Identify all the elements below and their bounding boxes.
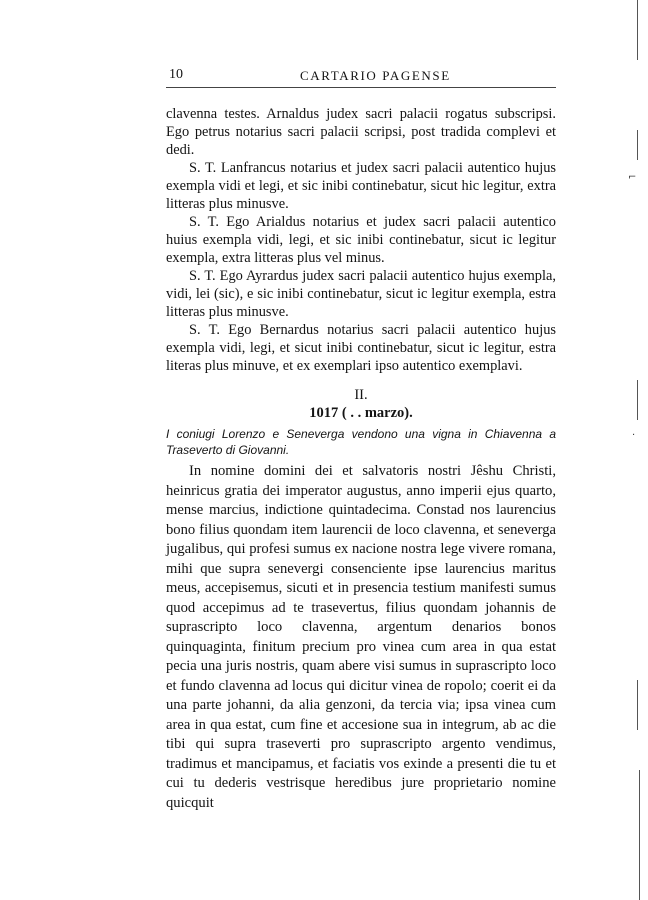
charter-summary: I coniugi Lorenzo e Seneverga vendono una vigna in Chiavenna a Traseverto di Giovanni. xyxy=(166,427,556,457)
scan-mark: ⌐ xyxy=(628,172,637,183)
charter-date: 1017 ( . . marzo). xyxy=(309,405,413,421)
closing-subscriptions xyxy=(166,105,556,375)
header-rule xyxy=(166,87,556,88)
section-numeral: II. xyxy=(354,387,368,403)
charter-text xyxy=(166,462,556,813)
paragraph-testes: clavenna testes. Arnaldus judex sacri palacii rogatus subscripsi. Ego petrus notarius sacri palacii scripsi, post tradida complevi et dedi. xyxy=(166,106,556,158)
scan-edge-line xyxy=(637,680,638,730)
scan-edge-line xyxy=(637,0,638,60)
scan-edge-line xyxy=(639,770,640,900)
scan-edge-line xyxy=(637,380,638,420)
running-title: CARTARIO PAGENSE xyxy=(300,68,451,83)
paragraph-bernardus: S. T. Ego Bernardus notarius sacri palacii autentico hujus exempla vidi, legi, et sicut inibi continebatur, sicut ic legitur, estra literas plus minuve, et ex exemplari ipso autentico exemplavi. xyxy=(166,322,556,374)
page-number: 10 xyxy=(169,67,183,82)
paragraph-ayrardus: S. T. Ego Ayrardus judex sacri palacii autentico hujus exempla, vidi, lei (sic), e sic inibi continebatur, sicut ic legitur exempla, estra litteras plus minusve. xyxy=(166,268,556,320)
scan-edge-line xyxy=(637,130,638,160)
paragraph-lanfrancus: S. T. Lanfrancus notarius et judex sacri palacii autentico hujus exempla vidi et legi, et sic inibi continebatur, sicut hic legitur, extra litteras plus minusve. xyxy=(166,160,556,212)
scan-mark: · xyxy=(632,430,636,441)
page-header xyxy=(166,64,556,88)
charter-body-paragraph: In nomine domini dei et salvatoris nostri Jêshu Christi, heinricus gratia dei imperator augustus, anno imperii ejus quarto, mense marcius, indictione quintadecima. Constad nos laurencius bono filius quondam item laurencii de loco clavenna, et seneverga jugalibus, qui profesi sumus ex nacione nostra lege vivere romana, mihi que supra senevergi consenciente ipse laurencius maritus meus, accepisemus, sicuti et in presencia testium manifesti sumus quod accepimus ad te trasevertus, filius quondam johannis de suprascripto loco clavenna, argentum denarios bonos quinquaginta, finitum precium pro vinea cum area in qua estat pecia una juris nostris, quam abere visi sumus in suprascripto loco et fundo clavenna ad locus qui dicitur vinea de ropolo; coerit ei da una parte johanni, da alia genzoni, da tercia via; ipsa vinea cum area in qua estat, cum fine et accesione sua in integrum, ab ac die tibi qui supra traseverti pro suprascripto argento vendimus, tradimus et mancipamus, et faciatis vos exinde a presenti die tu et cui tu dederis vestrisque heredibus jure proprietario nomine quicquit xyxy=(166,463,556,811)
paragraph-arialdus: S. T. Ego Arialdus notarius et judex sacri palacii autentico huius exempla vidi, legi, et sic inibi continebatur, sicut ic legitur exempla, extra litteras plus vel minus. xyxy=(166,214,556,266)
